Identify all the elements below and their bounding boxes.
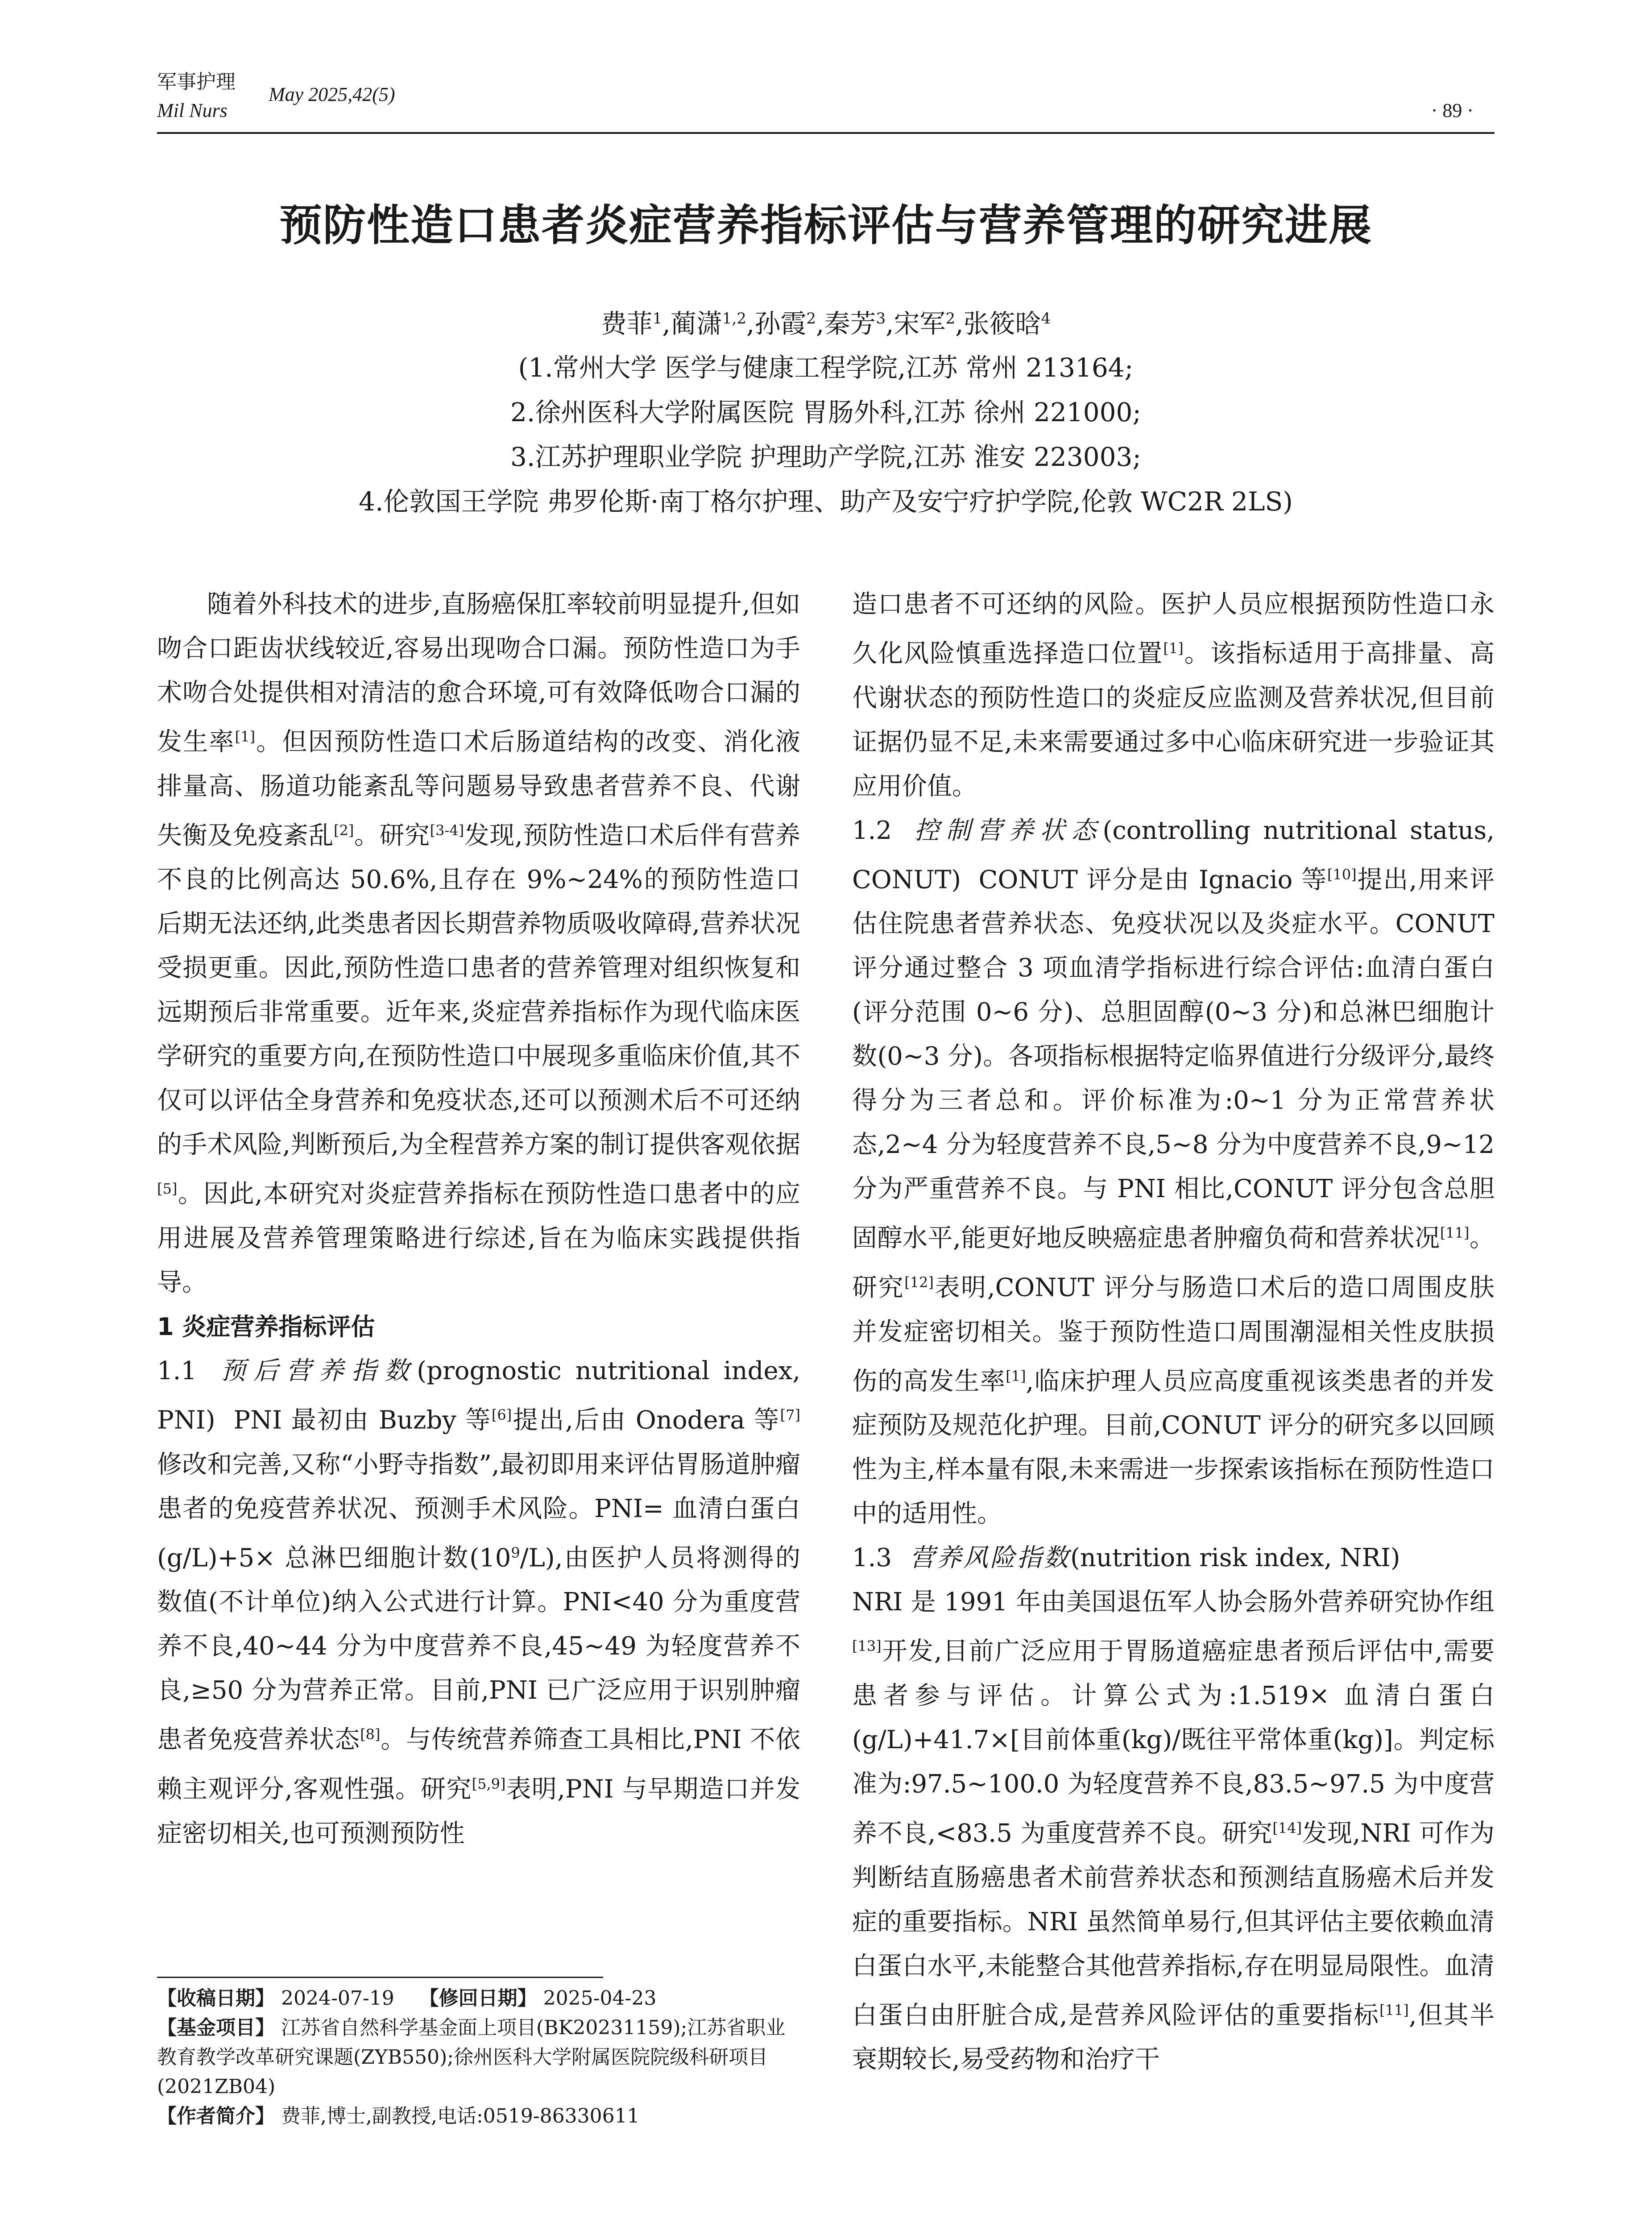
footnote-rule [157, 1977, 603, 1978]
author-list: 费菲$^1$,蔺潇$^{1,2}$,孙霞$^2$,秦芳$^3$,宋军$^2$,张筱晗$^4$ [600, 308, 1051, 339]
author-name: 宋军 [894, 308, 946, 339]
author-affil-mark: 4 [1041, 310, 1051, 328]
citation: [1] [1163, 640, 1184, 657]
received-date: 2024-07-19 [281, 1987, 394, 2010]
journal-name [157, 68, 264, 125]
body-text: PNI 最初由 Buzby 等 [233, 1406, 492, 1435]
author-name: 秦芳 [824, 308, 876, 339]
subsection-1-1 [157, 1349, 800, 1856]
citation: [14] [1272, 1819, 1302, 1837]
body-text: 开发,目前广泛应用于胃肠道癌症患者预后评估中,需要患者参与评估。计算公式为:1.519× 血清白蛋白(g/L)+41.7×[目前体重(kg)/既往平常体重(kg)]。判定标准为:97.5~100.0 为轻度营养不良,83.5~97.5 为中度营养不良,<83.5 为重度营养不良。研究 [852, 1637, 1495, 1848]
author-name: 费菲 [600, 308, 653, 339]
received-label: 【收稿日期】 [157, 1987, 275, 2010]
issue-info: May 2025,42(5) [269, 83, 395, 105]
right-column [852, 582, 1495, 2082]
author-affil-mark: 2 [945, 310, 956, 328]
citation: [2] [334, 821, 354, 839]
citation: [11] [1440, 1224, 1470, 1242]
citation: [8] [360, 1726, 381, 1743]
author-bio-label: 【作者简介】 [157, 2105, 275, 2127]
footnotes [157, 1984, 800, 2131]
body-text: 造口患者不可还纳的风险。医护人员应根据预防性造口永久化风险慎重选择造口位置 [852, 590, 1495, 668]
left-column [157, 582, 800, 1856]
affiliation-3: 3.江苏护理职业学院 护理助产学院,江苏 淮安 223003; [510, 442, 1142, 472]
citation: [7] [780, 1406, 800, 1423]
article-title: 预防性造口患者炎症营养指标评估与营养管理的研究进展 [279, 200, 1372, 250]
citation: [11] [1379, 2001, 1409, 2019]
journal-name-en: Mil Nurs [157, 100, 228, 121]
affiliation-2: 2.徐州医科大学附属医院 胃肠外科,江苏 徐州 221000; [510, 397, 1142, 427]
subsection-term: (nutrition risk index, NRI) [1070, 1543, 1400, 1573]
author-affil-mark: 1,2 [722, 310, 746, 328]
subsection-title: 控制营养状态 [910, 816, 1103, 845]
journal-name-cn: 军事护理 [157, 70, 236, 93]
body-text: 。研究 [354, 821, 430, 850]
citation: [13] [852, 1638, 882, 1655]
fund-label: 【基金项目】 [157, 2016, 275, 2039]
citation: [12] [904, 1273, 934, 1291]
subsection-title: 营养风险指数 [910, 1543, 1071, 1573]
body-text: ,但其半衰期较长,易受药物和治疗干 [852, 2001, 1495, 2074]
superscript: 9 [511, 1544, 520, 1561]
page-number: · 89 · [1431, 100, 1474, 121]
body-text: 。与传统营养筛查工具相比,PNI 不依赖主观评分,客观性强。研究 [157, 1725, 801, 1804]
body-text: 。但因预防性造口术后肠道结构的改变、消化液排量高、肠道功能紊乱等问题易导致患者营养不良、代谢失衡及免疫紊乱 [157, 727, 801, 850]
citation: [10] [1327, 866, 1357, 883]
continued-paragraph [852, 582, 1495, 809]
body-text: 表明,CONUT 评分与肠造口术后的造口周围皮肤并发症密切相关。鉴于预防性造口周围潮湿相关性皮肤损伤的高发生率 [852, 1273, 1495, 1396]
body-text: ,临床护理人员应高度重视该类患者的并发症预防及规范化护理。目前,CONUT 评分的研究多以回顾性为主,样本量有限,未来需进一步探索该指标在预防性造口中的适用性。 [852, 1367, 1495, 1529]
body-text: NRI 是 1991 年由美国退伍军人协会肠外营养研究协作组 [852, 1588, 1495, 1617]
author-affil-mark: 3 [876, 310, 886, 328]
citation: [5,9] [472, 1775, 506, 1792]
footnote-fund [157, 2013, 800, 2102]
section-heading-1: 1 炎症营养指标评估 [157, 1312, 375, 1341]
subsection-term: (controlling nutritional status, CONUT) [852, 816, 1495, 895]
body-text: CONUT 评分是由 Ignacio 等 [978, 865, 1328, 895]
body-text: 表明,PNI 与早期造口并发症密切相关,也可预测预防性 [157, 1775, 800, 1848]
body-text: 修改和完善,又称“小野寺指数”,最初即用来评估胃肠道肿瘤患者的免疫营养状况、预测手术风险。PNI= 血清白蛋白(g/L)+5× 总淋巴细胞计数(10 [157, 1450, 800, 1573]
affiliation-1: (1.常州大学 医学与健康工程学院,江苏 常州 213164; [518, 352, 1134, 383]
revised-date: 2025-04-23 [543, 1987, 657, 2010]
revised-label: 【修回日期】 [419, 1987, 537, 2010]
body-text: 随着外科技术的进步,直肠癌保肛率较前明显提升,但如吻合口距齿状线较近,容易出现吻合口漏。预防性造口为手术吻合处提供相对清洁的愈合环境,可有效降低吻合口漏的发生率 [157, 590, 800, 757]
author-bio-text: 费菲,博士,副教授,电话:0519-86330611 [281, 2105, 640, 2127]
footnote-author [157, 2102, 800, 2131]
subsection-1-3 [852, 1536, 1495, 2082]
author-name: 张筱晗 [963, 308, 1041, 339]
citation: [1] [235, 728, 255, 745]
citation: [6] [491, 1406, 512, 1423]
affiliation-4: 4.伦敦国王学院 弗罗伦斯·南丁格尔护理、助产及安宁疗护学院,伦敦 WC2R 2LS) [359, 486, 1293, 517]
body-text: /L),由医护人员将测得的数值(不计单位)纳入公式进行计算。PNI<40 分为重度营养不良,40~44 分为中度营养不良,45~49 为轻度营养不良,≥50 分为营养正常。目前,PNI 已广泛应用于识别肿瘤患者免疫营养状态 [157, 1543, 801, 1754]
subsection-term: (prognostic nutritional index, PNI) [157, 1356, 800, 1435]
author-affil-mark: 1 [652, 310, 662, 328]
body-text: 。该指标适用于高排量、高代谢状态的预防性造口的炎症反应监测及营养状况,但目前证据仍显不足,未来需要通过多中心临床研究进一步验证其应用价值。 [852, 639, 1495, 801]
body-text: 。研究 [852, 1223, 1495, 1302]
author-name: 孙霞 [754, 308, 807, 339]
header-rule [157, 132, 1495, 134]
citation: [5] [157, 1180, 178, 1198]
subsection-number: 1.1 [157, 1356, 197, 1385]
body-text: 发现,NRI 可作为判断结直肠癌患者术前营养状态和预测结直肠癌术后并发症的重要指标。NRI 虽然简单易行,但其评估主要依赖血清白蛋白水平,未能整合其他营养指标,存在明显局限性。血清白蛋白由肝脏合成,是营养风险评估的重要指标 [852, 1819, 1495, 2030]
body-text: 提出,用来评估住院患者营养状态、免疫状况以及炎症水平。CONUT 评分通过整合 3 项血清学指标进行综合评估:血清白蛋白(评分范围 0~6 分)、总胆固醇(0~3 分)和总淋巴细胞计数(0~3 分)。各项指标根据特定临界值进行分级评分,最终得分为三者总和。评价标准为:0~1 分为正常营养状态,2~4 分为轻度营养不良,5~8 分为中度营养不良,9~12 分为严重营养不良。与 PNI 相比,CONUT 评分包含总胆固醇水平,能更好地反映癌症患者肿瘤负荷和营养状况 [852, 865, 1495, 1253]
body-text: 提出,后由 Onodera 等 [512, 1406, 780, 1435]
subsection-title: 预后营养指数 [215, 1356, 417, 1385]
footnote-dates [157, 1984, 800, 2013]
intro-paragraph [157, 582, 800, 1305]
author-name: 蔺潇 [670, 308, 722, 339]
body-text: 。因此,本研究对炎症营养指标在预防性造口患者中的应用进展及营养管理策略进行综述,旨在为临床实践提供指导。 [157, 1179, 800, 1297]
subsection-number: 1.2 [852, 816, 892, 845]
citation: [1] [1006, 1367, 1026, 1385]
body-text: 发现,预防性造口术后伴有营养不良的比例高达 50.6%,且存在 9%~24%的预防性造口后期无法还纳,此类患者因长期营养物质吸收障碍,营养状况受损更重。因此,预防性造口患者的营养管理对组织恢复和远期预后非常重要。近年来,炎症营养指标作为现代临床医学研究的重要方向,在预防性造口中展现多重临床价值,其不仅可以评估全身营养和免疫状态,还可以预测术后不可还纳的手术风险,判断预后,为全程营养方案的制订提供客观依据 [157, 821, 801, 1160]
subsection-1-2 [852, 809, 1495, 1536]
fund-text: 江苏省自然科学基金面上项目(BK20231159);江苏省职业教育教学改革研究课题(ZYB550);徐州医科大学附属医院院级科研项目(2021ZB04) [157, 2016, 786, 2098]
citation: [3-4] [430, 821, 464, 839]
author-affil-mark: 2 [806, 310, 816, 328]
subsection-number: 1.3 [852, 1543, 892, 1573]
